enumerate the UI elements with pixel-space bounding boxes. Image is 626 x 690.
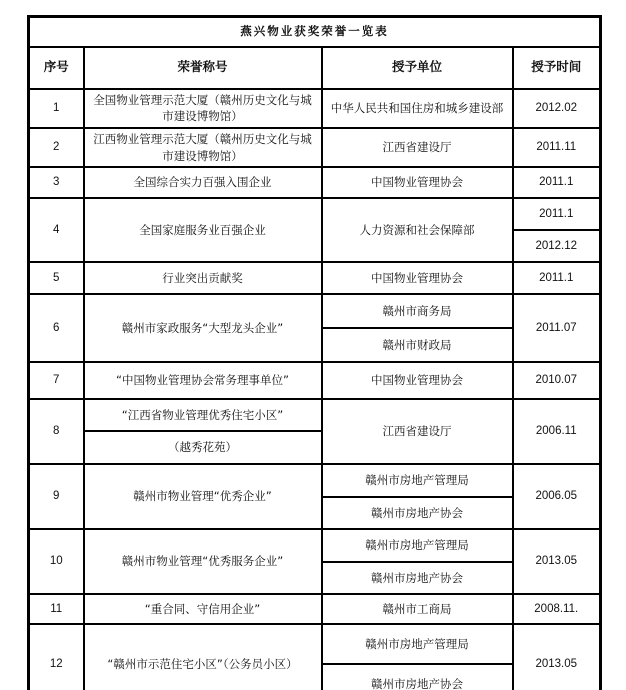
unit-cell: 赣州市商务局 <box>322 294 513 328</box>
unit-cell: 赣州市房地产协会 <box>322 497 513 529</box>
table-row <box>29 167 601 198</box>
col-header-honor: 荣誉称号 <box>84 47 322 89</box>
time-cell: 2006.05 <box>513 464 601 529</box>
unit-cell: 中国物业管理协会 <box>322 362 513 399</box>
awards-table <box>27 15 602 690</box>
unit-cell: 中国物业管理协会 <box>322 167 513 198</box>
unit-cell: 赣州市房地产管理局 <box>322 529 513 562</box>
time-cell: 2011.11 <box>513 128 601 167</box>
honor-cell: 江西物业管理示范大厦（赣州历史文化与城市建设博物馆） <box>84 128 322 167</box>
honor-cell: 全国物业管理示范大厦（赣州历史文化与城市建设博物馆） <box>84 89 322 128</box>
honor-cell: “赣州市示范住宅小区”（公务员小区） <box>84 624 322 690</box>
seq-cell: 6 <box>29 294 84 362</box>
col-header-time: 授予时间 <box>513 47 601 89</box>
table-row <box>29 464 601 497</box>
honor-cell: 行业突出贡献奖 <box>84 262 322 294</box>
table-row <box>29 198 601 230</box>
table-row <box>29 624 601 664</box>
seq-cell: 5 <box>29 262 84 294</box>
time-cell: 2011.1 <box>513 167 601 198</box>
honor-cell: 赣州市物业管理“优秀服务企业” <box>84 529 322 594</box>
seq-cell: 7 <box>29 362 84 399</box>
time-cell: 2011.1 <box>513 262 601 294</box>
honor-cell: “江西省物业管理优秀住宅小区” <box>84 399 322 431</box>
time-cell: 2010.07 <box>513 362 601 399</box>
seq-cell: 9 <box>29 464 84 529</box>
col-header-unit: 授予单位 <box>322 47 513 89</box>
honor-cell: “重合同、守信用企业” <box>84 594 322 624</box>
unit-cell: 赣州市房地产管理局 <box>322 464 513 497</box>
table-row <box>29 262 601 294</box>
time-cell: 2012.12 <box>513 230 601 262</box>
table-row <box>29 128 601 167</box>
time-cell: 2013.05 <box>513 529 601 594</box>
seq-cell: 11 <box>29 594 84 624</box>
unit-cell: 赣州市财政局 <box>322 328 513 362</box>
honor-cell: 全国家庭服务业百强企业 <box>84 198 322 262</box>
seq-cell: 1 <box>29 89 84 128</box>
unit-cell: 人力资源和社会保障部 <box>322 198 513 262</box>
seq-cell: 2 <box>29 128 84 167</box>
time-cell: 2011.07 <box>513 294 601 362</box>
header-row <box>29 47 601 89</box>
time-cell: 2011.1 <box>513 198 601 230</box>
unit-cell: 赣州市房地产管理局 <box>322 624 513 664</box>
table-row <box>29 294 601 328</box>
time-cell: 2012.02 <box>513 89 601 128</box>
time-cell: 2008.11. <box>513 594 601 624</box>
time-cell: 2013.05 <box>513 624 601 690</box>
honor-cell: （越秀花苑） <box>84 431 322 464</box>
honor-cell: “中国物业管理协会常务理事单位” <box>84 362 322 399</box>
col-header-seq: 序号 <box>29 47 84 89</box>
honor-cell: 全国综合实力百强入围企业 <box>84 167 322 198</box>
seq-cell: 3 <box>29 167 84 198</box>
honor-cell: 赣州市物业管理“优秀企业” <box>84 464 322 529</box>
title-row <box>29 17 601 47</box>
table-row <box>29 89 601 128</box>
unit-cell: 赣州市工商局 <box>322 594 513 624</box>
unit-cell: 中国物业管理协会 <box>322 262 513 294</box>
unit-cell: 赣州市房地产协会 <box>322 664 513 690</box>
unit-cell: 江西省建设厅 <box>322 128 513 167</box>
table-title: 燕兴物业获奖荣誉一览表 <box>29 17 601 47</box>
seq-cell: 12 <box>29 624 84 690</box>
table-row <box>29 362 601 399</box>
table-row <box>29 399 601 431</box>
seq-cell: 8 <box>29 399 84 464</box>
time-cell: 2006.11 <box>513 399 601 464</box>
table-row <box>29 594 601 624</box>
unit-cell: 赣州市房地产协会 <box>322 562 513 594</box>
seq-cell: 10 <box>29 529 84 594</box>
honor-cell: 赣州市家政服务“大型龙头企业” <box>84 294 322 362</box>
seq-cell: 4 <box>29 198 84 262</box>
table-row <box>29 529 601 562</box>
unit-cell: 江西省建设厅 <box>322 399 513 464</box>
unit-cell: 中华人民共和国住房和城乡建设部 <box>322 89 513 128</box>
